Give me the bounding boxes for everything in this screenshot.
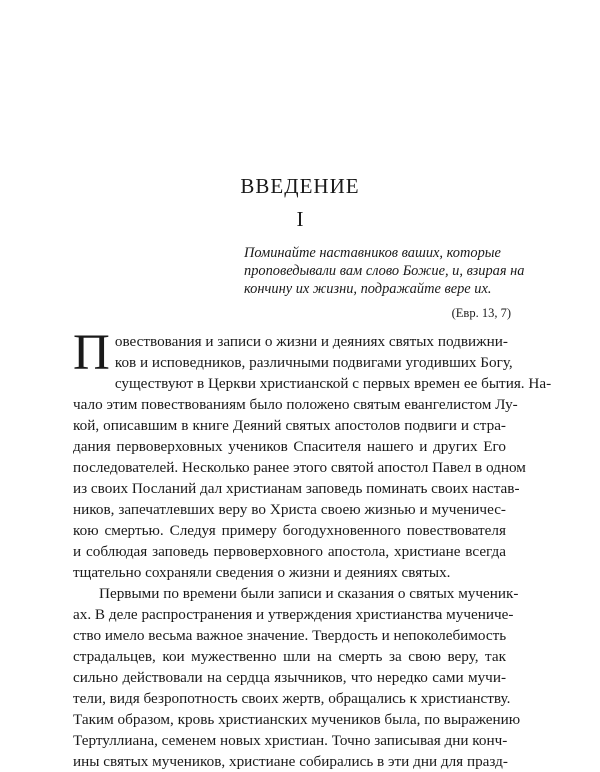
text-line: ство имело весьма важное значение. Твердость и непоколебимость xyxy=(73,627,507,644)
text-line: Таким образом, кровь христианских мучеников была, по выражению xyxy=(73,711,521,728)
text-line: Первыми по времени были записи и сказания о святых мученик- xyxy=(99,585,519,602)
text-line: Тертуллиана, семенем новых христиан. Точно записывая дни конч- xyxy=(73,732,508,749)
chapter-title: ВВЕДЕНИЕ xyxy=(240,174,360,198)
text-line: ах. В деле распространения и утверждения христианства мучениче- xyxy=(73,606,514,623)
text-line: ков и исповедников, различными подвигами угодивших Богу, xyxy=(114,354,513,371)
text-line: и соблюдая заповедь первоверховного апостола, христиане всегда xyxy=(73,543,506,560)
epigraph-line: кончину их жизни, подражайте вере их. xyxy=(244,281,492,297)
text-line: кою смертью. Следуя примеру богодухновенного повествователя xyxy=(73,522,506,539)
text-line: тели, видя безропотность своих жертв, обращались к христианству. xyxy=(73,690,511,707)
drop-cap: П xyxy=(73,325,110,381)
text-line: кой, описавшим в книге Деяний святых апостолов подвиги и стра- xyxy=(73,417,506,434)
epigraph-reference: (Евр. 13, 7) xyxy=(451,306,511,320)
text-line: ников, запечатлевших веру во Христа своею жизнью и мученичес- xyxy=(73,501,506,518)
text-line: сильно действовали на сердца язычников, что нередко сами мучи- xyxy=(73,669,506,686)
text-line: существуют в Церкви христианской с первых времен ее бытия. На- xyxy=(114,375,552,392)
body-text xyxy=(73,325,552,772)
text-line: чало этим повествованиям было положено святым евангелистом Лу- xyxy=(73,396,518,413)
section-number: I xyxy=(296,207,304,231)
text-line: страдальцев, кои мужественно шли на смерть за свою веру, так xyxy=(73,648,506,665)
text-line: последователей. Несколько ранее этого святой апостол Павел в одном xyxy=(73,459,526,476)
text-line: овествования и записи о жизни и деяниях святых подвижни- xyxy=(114,333,508,350)
epigraph xyxy=(244,244,525,298)
paragraph-1 xyxy=(73,325,552,583)
epigraph-line: Поминайте наставников ваших, которые xyxy=(244,245,501,261)
epigraph-line: проповедывали вам слово Божие, и, взирая на xyxy=(244,263,525,279)
text-line: из своих Посланий дал христианам заповедь поминать своих настав- xyxy=(73,480,520,497)
paragraph-2 xyxy=(73,583,521,772)
text-line: дания первоверховных учеников Спасителя нашего и других Его xyxy=(73,438,506,455)
text-line: тщательно сохраняли сведения о жизни и деяниях святых. xyxy=(73,564,451,581)
text-line: ины святых мучеников, христиане собирались в эти дни для празд- xyxy=(73,753,508,770)
